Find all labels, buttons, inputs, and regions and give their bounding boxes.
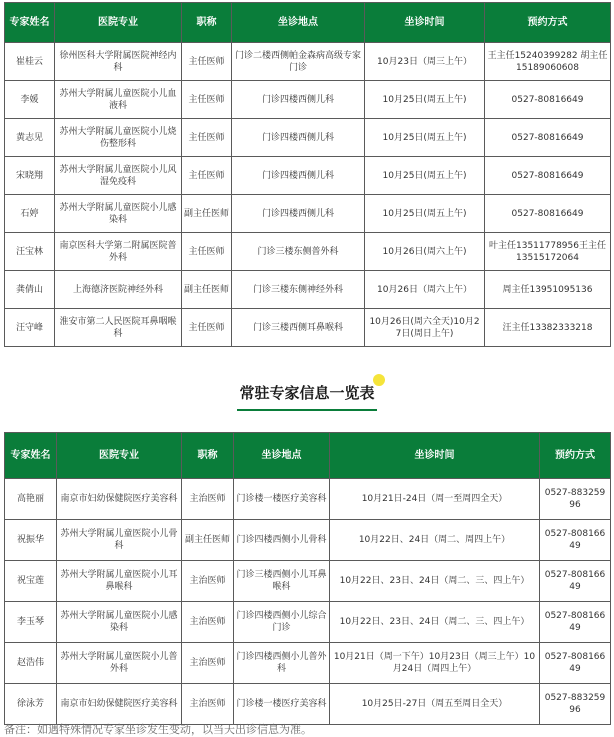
location-cell: 门诊四楼西侧儿科 <box>232 81 365 119</box>
appointment-cell: 0527-80816649 <box>540 520 611 561</box>
title-cell: 主治医师 <box>182 479 234 520</box>
time-cell: 10月22日、23日、24日（周二、三、四上午） <box>330 561 540 602</box>
expert-name-cell: 龚倩山 <box>5 271 55 309</box>
title-cell: 副主任医师 <box>182 271 232 309</box>
expert-name-cell: 黄志见 <box>5 119 55 157</box>
table-row <box>5 643 611 684</box>
expert-name-cell: 高艳丽 <box>5 479 57 520</box>
header-expert-name: 专家姓名 <box>5 433 57 479</box>
hospital-dept-cell: 徐州医科大学附属医院神经内科 <box>55 43 182 81</box>
location-cell: 门诊三楼东侧普外科 <box>232 233 365 271</box>
table-row <box>5 309 611 347</box>
expert-name-cell: 崔桂云 <box>5 43 55 81</box>
hospital-dept-cell: 苏州大学附属儿童医院小儿耳鼻喉科 <box>57 561 182 602</box>
time-cell: 10月25日-27日（周五至周日全天） <box>330 684 540 725</box>
header-location: 坐诊地点 <box>232 3 365 43</box>
table-row <box>5 479 611 520</box>
header-hospital-dept: 医院专业 <box>57 433 182 479</box>
title-cell: 副主任医师 <box>182 520 234 561</box>
appointment-cell: 0527-80816649 <box>485 119 611 157</box>
appointment-cell: 叶主任13511778956王主任13515172064 <box>485 233 611 271</box>
table-row <box>5 561 611 602</box>
appointment-cell: 王主任15240399282 胡主任15189060608 <box>485 43 611 81</box>
header-title: 职称 <box>182 3 232 43</box>
location-cell: 门诊四楼西侧小儿骨科 <box>234 520 330 561</box>
hospital-dept-cell: 苏州大学附属儿童医院小儿风湿免疫科 <box>55 157 182 195</box>
table-row <box>5 195 611 233</box>
table-header-row <box>5 3 611 43</box>
location-cell: 门诊三楼西侧小儿耳鼻喉科 <box>234 561 330 602</box>
header-time: 坐诊时间 <box>365 3 485 43</box>
expert-name-cell: 汪宝林 <box>5 233 55 271</box>
title-cell: 主治医师 <box>182 602 234 643</box>
appointment-cell: 0527-80816649 <box>485 157 611 195</box>
appointment-cell: 0527-80816649 <box>485 81 611 119</box>
decorative-dot-icon <box>373 374 385 386</box>
expert-name-cell: 宋晓翔 <box>5 157 55 195</box>
time-cell: 10月21日（周一下午）10月23日（周三上午）10月24日（周四上午） <box>330 643 540 684</box>
visiting-experts-table <box>4 2 611 347</box>
hospital-dept-cell: 南京市妇幼保健院医疗美容科 <box>57 684 182 725</box>
location-cell: 门诊三楼西侧耳鼻喉科 <box>232 309 365 347</box>
expert-name-cell: 徐泳芳 <box>5 684 57 725</box>
resident-experts-table <box>4 432 611 725</box>
hospital-dept-cell: 苏州大学附属儿童医院小儿感染科 <box>55 195 182 233</box>
title-cell: 主任医师 <box>182 309 232 347</box>
header-appointment: 预约方式 <box>485 3 611 43</box>
title-cell: 主任医师 <box>182 81 232 119</box>
appointment-cell: 0527-80816649 <box>540 643 611 684</box>
time-cell: 10月26日（周六上午） <box>365 271 485 309</box>
time-cell: 10月25日(周五上午) <box>365 195 485 233</box>
expert-name-cell: 李媛 <box>5 81 55 119</box>
location-cell: 门诊四楼西侧儿科 <box>232 195 365 233</box>
location-cell: 门诊二楼西侧帕金森病高级专家门诊 <box>232 43 365 81</box>
time-cell: 10月23日（周三上午） <box>365 43 485 81</box>
section-title-text: 常驻专家信息一览表 <box>239 384 375 402</box>
location-cell: 门诊四楼西侧儿科 <box>232 119 365 157</box>
table-row <box>5 684 611 725</box>
expert-name-cell: 石婷 <box>5 195 55 233</box>
expert-name-cell: 祝宝莲 <box>5 561 57 602</box>
time-cell: 10月21日-24日（周一至周四全天） <box>330 479 540 520</box>
title-cell: 主任医师 <box>182 119 232 157</box>
hospital-dept-cell: 苏州大学附属儿童医院小儿烧伤整形科 <box>55 119 182 157</box>
appointment-cell: 0527-80816649 <box>485 195 611 233</box>
header-time: 坐诊时间 <box>330 433 540 479</box>
hospital-dept-cell: 苏州大学附属儿童医院小儿感染科 <box>57 602 182 643</box>
hospital-dept-cell: 苏州大学附属儿童医院小儿血液科 <box>55 81 182 119</box>
header-hospital-dept: 医院专业 <box>55 3 182 43</box>
time-cell: 10月25日(周五上午) <box>365 81 485 119</box>
location-cell: 门诊楼一楼医疗美容科 <box>234 479 330 520</box>
time-cell: 10月26日(周六全天)10月27日(周日上午) <box>365 309 485 347</box>
location-cell: 门诊四楼西侧儿科 <box>232 157 365 195</box>
table-row <box>5 43 611 81</box>
table-row <box>5 520 611 561</box>
table-row <box>5 233 611 271</box>
expert-name-cell: 祝振华 <box>5 520 57 561</box>
location-cell: 门诊三楼东侧神经外科 <box>232 271 365 309</box>
expert-name-cell: 李玉琴 <box>5 602 57 643</box>
title-cell: 主治医师 <box>182 561 234 602</box>
time-cell: 10月25日(周五上午) <box>365 119 485 157</box>
appointment-cell: 周主任13951095136 <box>485 271 611 309</box>
footnote: 备注：如遇特殊情况专家坐诊发生变动，以当天出诊信息为准。 <box>4 723 312 736</box>
table-row <box>5 602 611 643</box>
section-title <box>237 382 376 411</box>
hospital-dept-cell: 淮安市第二人民医院耳鼻咽喉科 <box>55 309 182 347</box>
appointment-cell: 0527-80816649 <box>540 561 611 602</box>
appointment-cell: 0527-88325996 <box>540 684 611 725</box>
hospital-dept-cell: 上海德济医院神经外科 <box>55 271 182 309</box>
header-appointment: 预约方式 <box>540 433 611 479</box>
time-cell: 10月25日(周五上午) <box>365 157 485 195</box>
appointment-cell: 汪主任13382333218 <box>485 309 611 347</box>
hospital-dept-cell: 苏州大学附属儿童医院小儿普外科 <box>57 643 182 684</box>
title-cell: 主任医师 <box>182 43 232 81</box>
section-heading <box>0 382 614 411</box>
table-row <box>5 119 611 157</box>
header-expert-name: 专家姓名 <box>5 3 55 43</box>
title-cell: 主任医师 <box>182 157 232 195</box>
title-cell: 副主任医师 <box>182 195 232 233</box>
time-cell: 10月22日、24日（周二、周四上午） <box>330 520 540 561</box>
location-cell: 门诊四楼西侧小儿普外科 <box>234 643 330 684</box>
expert-name-cell: 汪守峰 <box>5 309 55 347</box>
appointment-cell: 0527-88325996 <box>540 479 611 520</box>
location-cell: 门诊楼一楼医疗美容科 <box>234 684 330 725</box>
table-header-row <box>5 433 611 479</box>
location-cell: 门诊四楼西侧小儿综合门诊 <box>234 602 330 643</box>
table-row <box>5 157 611 195</box>
header-title: 职称 <box>182 433 234 479</box>
table-row <box>5 271 611 309</box>
title-cell: 主治医师 <box>182 684 234 725</box>
table-row <box>5 81 611 119</box>
title-cell: 主任医师 <box>182 233 232 271</box>
appointment-cell: 0527-80816649 <box>540 602 611 643</box>
time-cell: 10月22日、23日、24日（周二、三、四上午） <box>330 602 540 643</box>
time-cell: 10月26日(周六上午) <box>365 233 485 271</box>
hospital-dept-cell: 南京医科大学第二附属医院普外科 <box>55 233 182 271</box>
hospital-dept-cell: 苏州大学附属儿童医院小儿骨科 <box>57 520 182 561</box>
title-cell: 主治医师 <box>182 643 234 684</box>
hospital-dept-cell: 南京市妇幼保健院医疗美容科 <box>57 479 182 520</box>
header-location: 坐诊地点 <box>234 433 330 479</box>
expert-name-cell: 赵浩伟 <box>5 643 57 684</box>
